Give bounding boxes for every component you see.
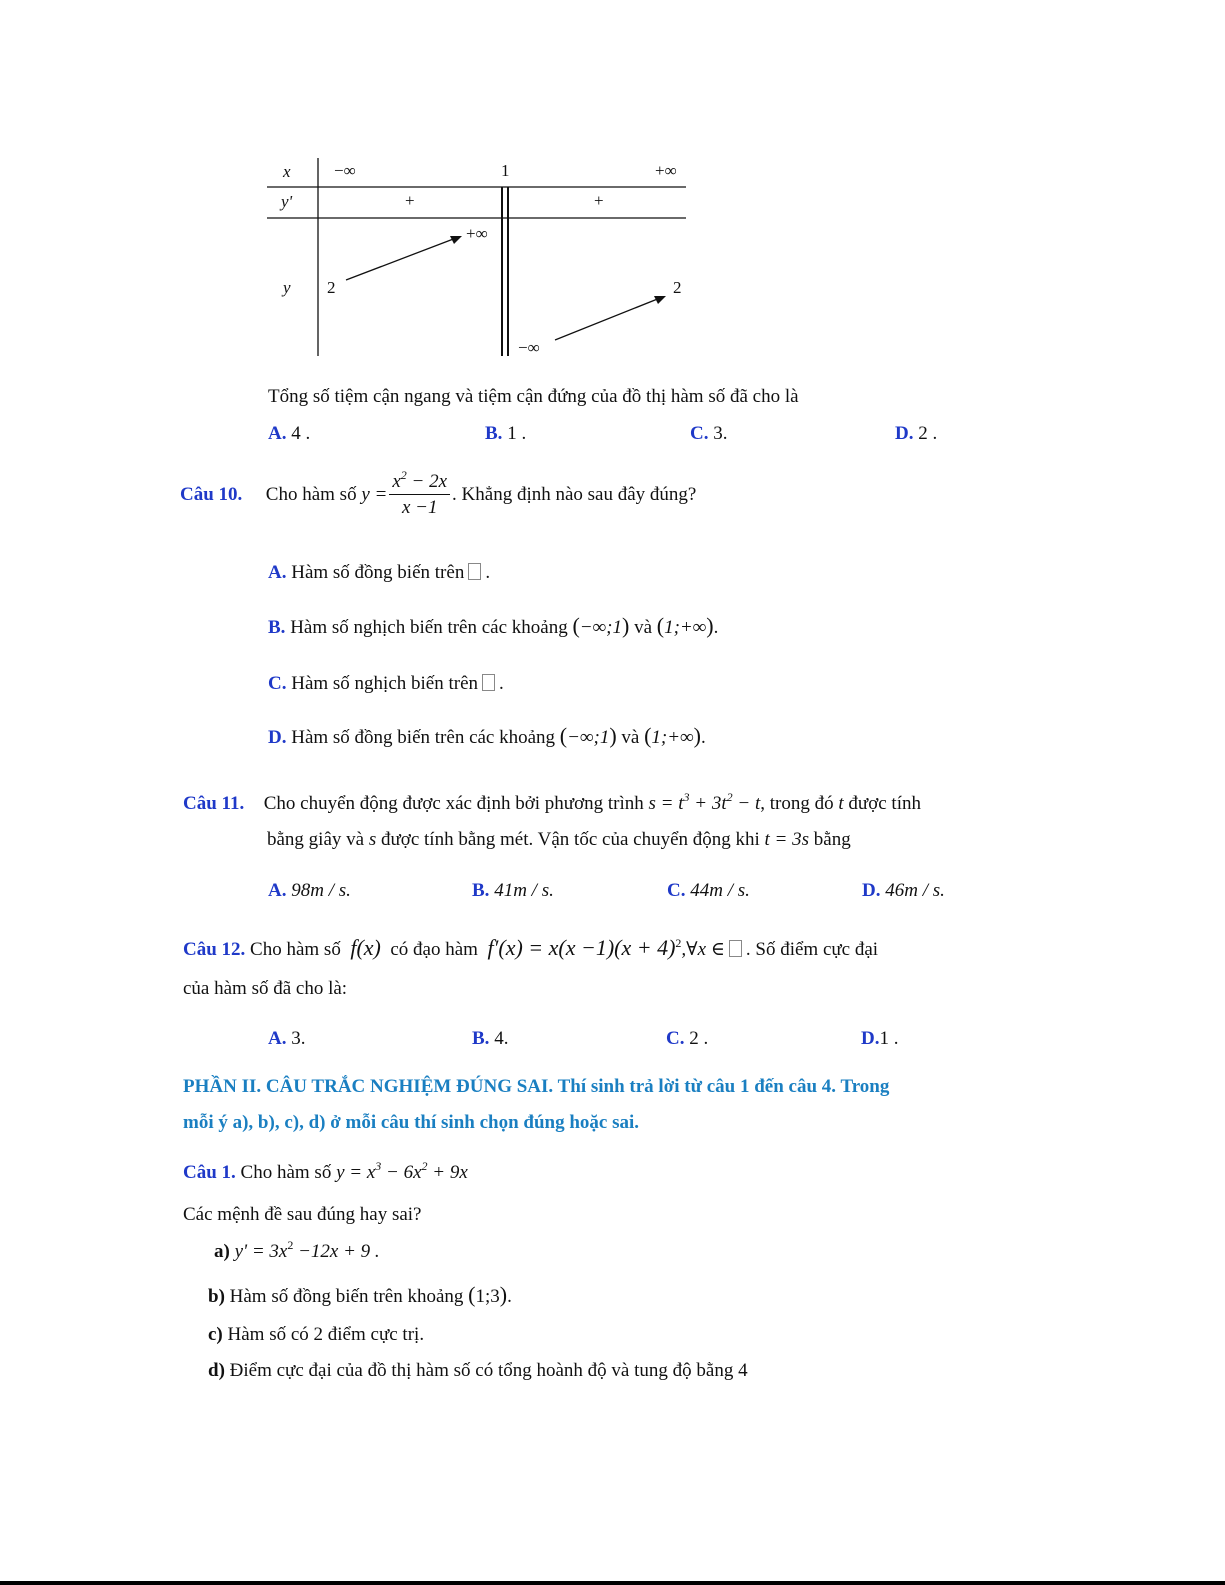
q11-option-c[interactable] (667, 880, 750, 902)
question-label: Câu 12. (183, 939, 246, 960)
statement-tail: . (507, 1286, 512, 1307)
var-t: t (838, 793, 844, 814)
q10-option-d[interactable]: D. Hàm số đồng biến trên các khoảng (−∞;1) và (1;+∞). (268, 723, 706, 748)
eq-part: + 9x (427, 1162, 468, 1183)
y-value: 2 (673, 278, 682, 297)
q12-line-2: của hàm số đã cho là: (183, 978, 348, 999)
q12-forall: ,∀x ∈ (681, 939, 725, 960)
statement-a[interactable] (214, 1238, 380, 1263)
eq-part: y' = 3x (234, 1241, 288, 1262)
eq-exp: 2 (421, 1159, 428, 1173)
variation-table (0, 0, 1225, 380)
q9-option-a[interactable] (268, 423, 310, 445)
statement-label: d) (208, 1360, 225, 1381)
q12-option-b[interactable] (472, 1028, 508, 1050)
option-tail: . (713, 617, 719, 638)
q11-text: bằng giây và (267, 829, 365, 850)
missing-glyph-icon (468, 563, 481, 580)
q12-fx: f(x) (350, 935, 381, 960)
q10-option-b[interactable]: B. Hàm số nghịch biến trên các khoảng (−∞;1) và (1;+∞). (268, 613, 719, 638)
option-label: B. (472, 880, 490, 901)
question-label: Câu 1. (183, 1162, 236, 1183)
option-value: 4. (494, 1028, 509, 1049)
interval-2: 1;+∞ (664, 617, 707, 638)
p2q1-subprompt: Các mệnh đề sau đúng hay sai? (183, 1204, 422, 1225)
x-value: 1 (501, 161, 510, 180)
dy-sign: + (594, 191, 604, 210)
q12-exp: 2 (675, 936, 682, 950)
eq-part: y = x (336, 1162, 376, 1183)
y-value: −∞ (518, 338, 540, 357)
option-value: 2 . (918, 423, 938, 444)
q9-option-d[interactable] (895, 423, 937, 445)
option-text: Hàm số nghịch biến trên (291, 673, 479, 694)
q10-option-c[interactable] (268, 673, 504, 695)
eq-exp: 3 (683, 790, 690, 804)
option-value: 3. (291, 1028, 306, 1049)
num-exp: 2 (400, 468, 407, 482)
option-label: D. (862, 880, 881, 901)
option-value: 41m / s. (494, 880, 554, 901)
option-value: 2 . (689, 1028, 709, 1049)
eq-exp: 2 (287, 1238, 294, 1252)
q11-option-a[interactable] (268, 880, 351, 902)
eq-part: − 6x (381, 1162, 422, 1183)
row-label-y: y (283, 278, 291, 297)
statement-c[interactable] (208, 1324, 424, 1346)
num-a: x (392, 471, 401, 492)
arrow-up-1 (346, 238, 456, 280)
option-value: 1 . (879, 1028, 899, 1049)
option-value: 3. (713, 423, 728, 444)
p2q1-stem (183, 1159, 468, 1184)
t-equation: t = 3s (764, 829, 810, 850)
x-value: +∞ (655, 161, 677, 180)
q9-prompt: Tổng số tiệm cận ngang và tiệm cận đứng của đồ thị hàm số đã cho là (268, 386, 799, 407)
q12-option-c[interactable] (666, 1028, 708, 1050)
interval-1: −∞;1 (567, 727, 610, 748)
option-label: D. (895, 423, 914, 444)
statement-label: b) (208, 1286, 225, 1307)
q11-line-1 (183, 790, 921, 815)
eq-part: − t (732, 793, 761, 814)
q11-text: được tính bằng mét. Vận tốc của chuyển động khi (380, 829, 760, 850)
eq-part: + 3t (689, 793, 727, 814)
q11-option-d[interactable] (862, 880, 945, 902)
missing-glyph-icon (482, 674, 495, 691)
option-label: C. (667, 880, 686, 901)
q10-stem (180, 470, 696, 521)
option-label: A. (268, 1028, 287, 1049)
statement-text: Hàm số có 2 điểm cực trị. (227, 1324, 425, 1345)
q11-text: bằng (813, 829, 851, 850)
x-value: −∞ (334, 161, 356, 180)
interval: 1;3 (475, 1286, 500, 1307)
p2q1-text: Cho hàm số (240, 1162, 332, 1183)
q10-func-y: y = (361, 483, 388, 505)
option-tail: . (700, 727, 706, 748)
interval-2: 1;+∞ (651, 727, 694, 748)
question-label: Câu 11. (183, 793, 245, 814)
option-label: A. (268, 880, 287, 901)
question-label: Câu 10. (180, 483, 243, 505)
denominator: x −1 (401, 497, 438, 518)
q10-suffix: . Khẳng định nào sau đây đúng? (452, 483, 697, 505)
option-label: C. (690, 423, 709, 444)
eq-exp: 2 (726, 790, 733, 804)
var-s: s (368, 829, 377, 850)
dy-sign: + (405, 191, 415, 210)
interval-1: −∞;1 (579, 617, 622, 638)
q10-fraction (389, 470, 450, 521)
option-text: Hàm số đồng biến trên các khoảng (291, 727, 556, 748)
q12-text: . Số điểm cực đại (745, 939, 879, 960)
row-label-dy: y' (281, 192, 293, 211)
q9-option-b[interactable] (485, 423, 526, 445)
q11-text: , trong đó (760, 793, 834, 814)
option-label: B. (485, 423, 503, 444)
option-label: A. (268, 562, 287, 583)
q12-line-1 (183, 935, 878, 961)
statement-d[interactable] (208, 1360, 748, 1382)
option-label: B. (472, 1028, 490, 1049)
option-label: B. (268, 617, 286, 638)
y-value: 2 (327, 278, 336, 297)
statement-text: Điểm cực đại của đồ thị hàm số có tổng hoành độ và tung độ bằng 4 (229, 1360, 748, 1381)
q11-text: Cho chuyển động được xác định bởi phương trình (263, 793, 644, 814)
option-tail: . (485, 562, 491, 583)
option-label: D. (861, 1028, 880, 1049)
option-label: C. (666, 1028, 685, 1049)
q10-prefix: Cho hàm số (265, 483, 357, 505)
option-label: D. (268, 727, 287, 748)
option-value: 44m / s. (690, 880, 750, 901)
q12-text: Cho hàm số (250, 939, 341, 960)
missing-glyph-icon (729, 940, 742, 957)
statement-text: Hàm số đồng biến trên khoảng (229, 1286, 464, 1307)
q11-line-2 (267, 829, 851, 851)
row-label-x: x (283, 162, 291, 181)
option-value: 4 . (291, 423, 311, 444)
q12-option-a[interactable] (268, 1028, 305, 1050)
q12-text: có đạo hàm (390, 939, 478, 960)
q10-option-a[interactable] (268, 562, 490, 584)
part2-heading-line-1: PHẦN II. CÂU TRẮC NGHIỆM ĐÚNG SAI. Thí sinh trả lời từ câu 1 đến câu 4. Trong (183, 1076, 890, 1097)
statement-b[interactable]: b) Hàm số đồng biến trên khoảng (1;3). (208, 1282, 512, 1307)
option-label: A. (268, 423, 287, 444)
statement-label: c) (208, 1324, 223, 1345)
option-value: 1 . (507, 423, 527, 444)
arrow-up-2 (555, 298, 660, 340)
eq-part: s = t (648, 793, 684, 814)
q11-option-b[interactable] (472, 880, 554, 902)
eq-exp: 3 (375, 1159, 382, 1173)
q9-option-c[interactable] (690, 423, 727, 445)
q12-option-d[interactable] (861, 1028, 898, 1050)
option-value: 46m / s. (885, 880, 945, 901)
q11-text: được tính (848, 793, 921, 814)
eq-part: −12x + 9 . (293, 1241, 380, 1262)
part2-heading-line-2: mỗi ý a), b), c), d) ở mỗi câu thí sinh chọn đúng hoặc sai. (183, 1112, 640, 1133)
option-text: Hàm số nghịch biến trên các khoảng (290, 617, 568, 638)
option-label: C. (268, 673, 287, 694)
and-word: và (634, 617, 653, 638)
option-value: 98m / s. (291, 880, 351, 901)
y-value: +∞ (466, 224, 488, 243)
page-bottom-border (0, 1581, 1225, 1585)
num-b: − 2x (406, 471, 448, 492)
option-text: Hàm số đồng biến trên (291, 562, 465, 583)
and-word: và (621, 727, 640, 748)
statement-label: a) (214, 1241, 230, 1262)
q12-derivative: f′(x) = x(x −1)(x + 4) (487, 935, 676, 960)
option-tail: . (499, 673, 504, 694)
